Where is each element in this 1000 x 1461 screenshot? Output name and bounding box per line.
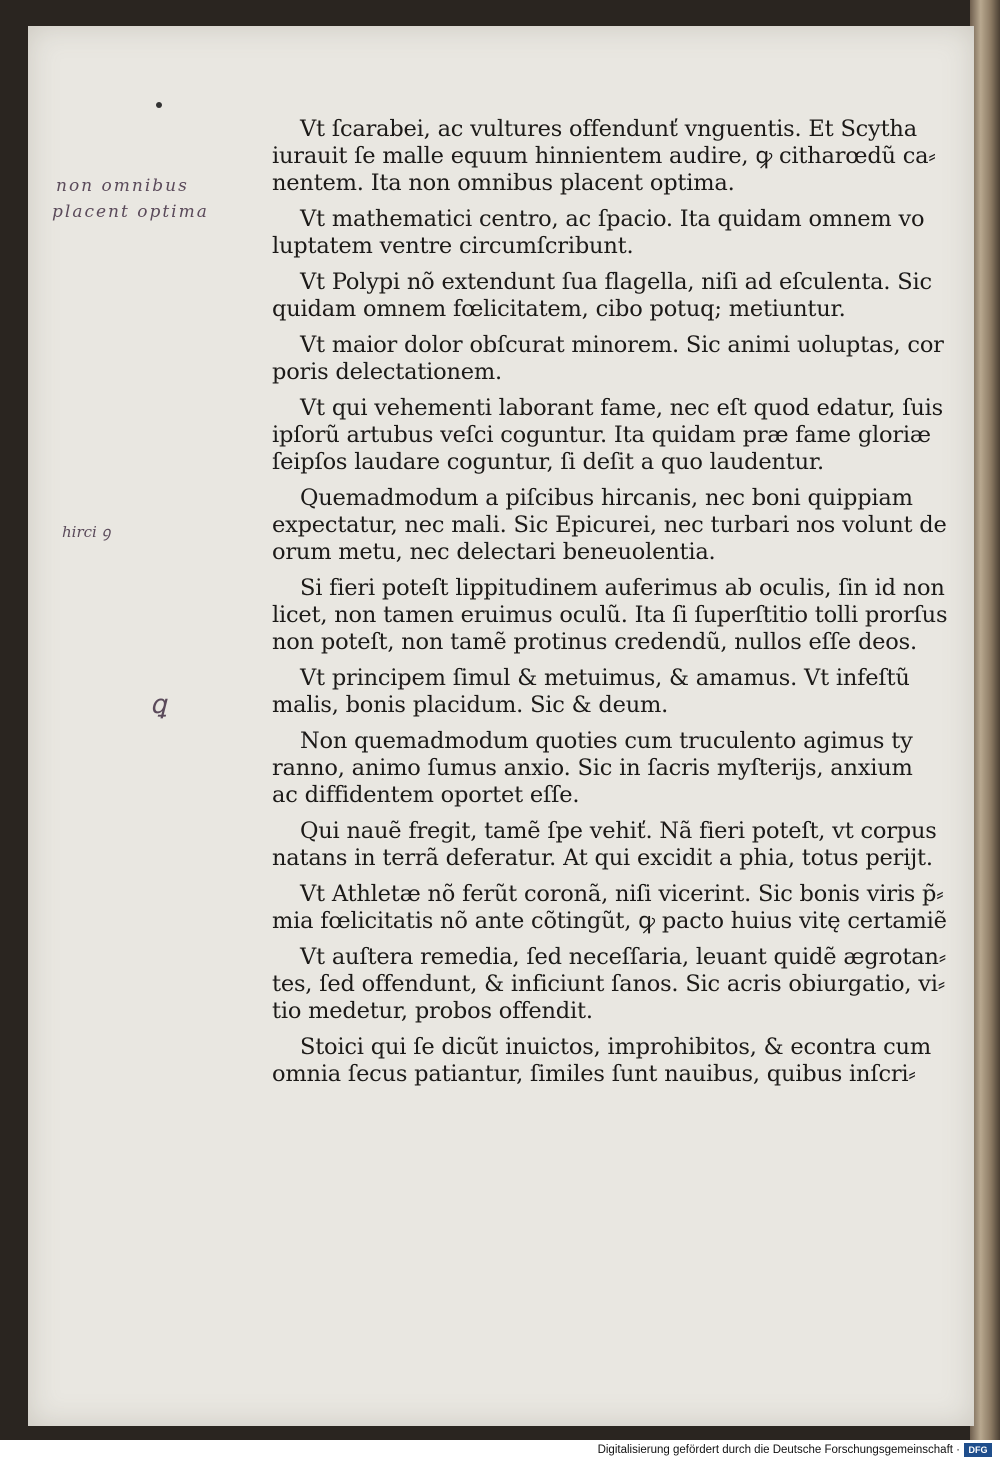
- text-line: Vt principem ſimul & metuimus, & amamus. Vt infeſtũ: [300, 665, 910, 691]
- text-line: ſeipſos laudare coguntur, ſi deſit a quo laudentur.: [272, 449, 824, 475]
- marginal-mark: ꝗ: [150, 690, 167, 720]
- marginal-note: placent optima: [52, 202, 209, 222]
- paragraph: [272, 485, 947, 566]
- paragraph: [272, 116, 936, 197]
- paragraph: [272, 269, 932, 323]
- text-line: omnia ſecus patiantur, ſimiles ſunt nauibus, quibus inſcri⸗: [272, 1061, 916, 1087]
- text-line: ac diffidentem oportet eſſe.: [272, 782, 580, 808]
- ink-dot: [156, 102, 162, 108]
- paragraph: [272, 818, 937, 872]
- text-line: Vt qui vehementi laborant fame, nec eſt quod edatur, ſuis: [300, 395, 943, 421]
- paragraph: [272, 665, 922, 719]
- text-line: mia fœlicitatis nõ ante cõtingũt, ꝙ pacto huius vitę certamiẽ: [272, 908, 947, 934]
- text-line: orum metu, nec delectari beneuolentia.: [272, 539, 716, 565]
- text-line: non poteſt, non tamẽ protinus credendũ, nullos eſſe deos.: [272, 629, 917, 655]
- text-line: tio medetur, probos offendit.: [272, 998, 593, 1024]
- paragraph: [272, 1034, 931, 1088]
- paragraph: [272, 944, 947, 1025]
- text-line: iurauit ſe malle equum hinnientem audire, ꝙ citharœdũ ca⸗: [272, 143, 936, 169]
- text-line: expectatur, nec mali. Sic Epicurei, nec turbari nos volunt de: [272, 512, 947, 538]
- text-line: Vt Polypi nõ extendunt ſua flagella, niſi ad eſculenta. Sic: [300, 269, 932, 295]
- text-line: ipſorũ artubus veſci coguntur. Ita quidam præ fame gloriæ: [272, 422, 931, 448]
- text-line: luptatem ventre circumſcribunt.: [272, 233, 634, 259]
- funding-credit: Digitalisierung gefördert durch die Deutsche Forschungsgemeinschaft ·: [597, 1444, 960, 1456]
- text-line: poris delectationem.: [272, 359, 502, 385]
- text-line: malis, bonis placidum. Sic & deum.: [272, 692, 669, 718]
- paragraph: [272, 395, 943, 476]
- text-line: Stoici qui ſe dicũt inuictos, improhibitos, & econtra cum: [300, 1034, 931, 1060]
- page-edge: [970, 0, 1000, 1440]
- text-line: Vt maior dolor obſcurat minorem. Sic animi uoluptas, cor: [300, 332, 944, 358]
- text-line: Quemadmodum a piſcibus hircanis, nec boni quippiam: [300, 485, 913, 511]
- text-line: Qui nauẽ fregit, tamẽ ſpe vehiť. Nã fieri poteſt, vt corpus: [300, 818, 937, 844]
- footer-bar: [0, 1440, 1000, 1461]
- text-line: Vt Athletæ nõ ferũt coronã, niſi vicerint. Sic bonis viris p̃⸗: [300, 881, 944, 907]
- text-line: natans in terrã deferatur. At qui excidit a phia, totus perijt.: [272, 845, 933, 871]
- text-line: tes, ſed offendunt, & inficiunt ſanos. Sic acris obiurgatio, vi⸗: [272, 971, 946, 997]
- text-line: quidam omnem fœlicitatem, cibo potuq; metiuntur.: [272, 296, 846, 322]
- paragraph: [272, 206, 925, 260]
- text-line: Si fieri poteſt lippitudinem auferimus ab oculis, ſin id non: [300, 575, 945, 601]
- page-text: [272, 116, 948, 1097]
- paragraph: [272, 728, 922, 809]
- text-line: Vt ſcarabei, ac vultures offendunť vnguentis. Et Scytha: [300, 116, 917, 142]
- dfg-logo: DFG: [964, 1443, 992, 1457]
- text-line: Vt auſtera remedia, ſed neceſſaria, leuant quidẽ ægrotan⸗: [300, 944, 947, 970]
- text-line: Non quemadmodum quoties cum truculento agimus ty: [300, 728, 913, 754]
- marginal-note: hirci ꝯ: [62, 523, 111, 541]
- paragraph: [272, 332, 944, 386]
- paragraph: [272, 881, 947, 935]
- marginal-note: non omnibus: [56, 176, 189, 196]
- text-line: licet, non tamen eruimus oculũ. Ita ſi ſuperſtitio tolli prorſus: [272, 602, 948, 628]
- text-line: nentem. Ita non omnibus placent optima.: [272, 170, 735, 196]
- text-line: ranno, animo ſumus anxio. Sic in ſacris myſterijs, anxium: [272, 755, 913, 781]
- text-line: Vt mathematici centro, ac ſpacio. Ita quidam omnem vo: [300, 206, 925, 232]
- paragraph: [272, 575, 948, 656]
